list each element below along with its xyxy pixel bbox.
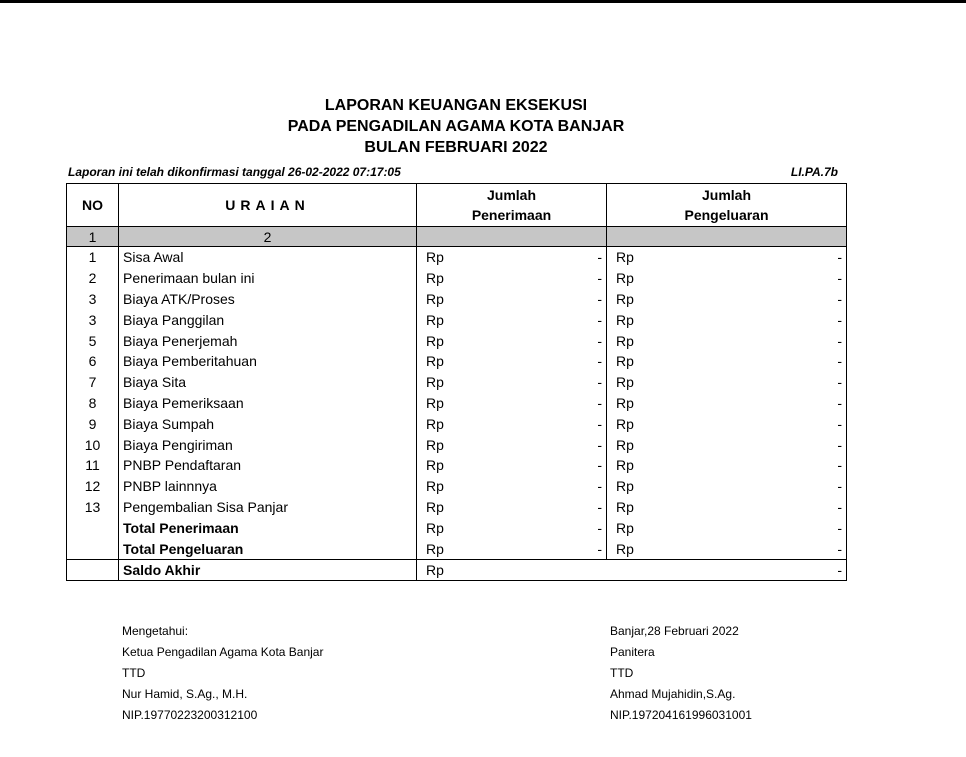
amount-value: - (597, 394, 602, 411)
currency-label: Rp (616, 394, 634, 411)
row-number: 2 (67, 268, 119, 289)
total-row (67, 517, 847, 538)
currency-label: Rp (616, 270, 634, 287)
pengeluaran-cell (607, 413, 847, 434)
pengeluaran-cell (607, 289, 847, 310)
table-row (67, 330, 847, 351)
table-row (67, 372, 847, 393)
currency-label: Rp (616, 353, 634, 370)
row-label: Biaya ATK/Proses (119, 289, 417, 310)
signature-right (610, 621, 752, 726)
amount-value: - (837, 374, 842, 391)
sig-right-nip: NIP.197204161996031001 (610, 708, 752, 722)
signature-left (122, 621, 323, 726)
penerimaan-cell (417, 372, 607, 393)
header-uraian: URAIAN (119, 184, 417, 227)
sig-left-line3: TTD (122, 666, 146, 680)
amount-value: - (597, 478, 602, 495)
header-no: NO (67, 184, 119, 227)
index-col-3 (417, 227, 607, 247)
currency-label: Rp (616, 478, 634, 495)
row-number: 6 (67, 351, 119, 372)
pengeluaran-cell (607, 393, 847, 414)
title-line-1: LAPORAN KEUANGAN EKSEKUSI (324, 97, 588, 114)
row-number (67, 538, 119, 559)
penerimaan-cell (417, 538, 607, 559)
header-pengeluaran-line1: Jumlah (701, 187, 751, 203)
pengeluaran-cell (607, 247, 847, 268)
saldo-amount: - (837, 561, 842, 578)
amount-value: - (837, 270, 842, 287)
index-col-2: 2 (119, 227, 417, 247)
amount-value: - (597, 436, 602, 453)
row-number: 3 (67, 309, 119, 330)
sig-left-nip: NIP.19770223200312100 (122, 708, 258, 722)
currency-label: Rp (616, 457, 634, 474)
table-row (67, 247, 847, 268)
pengeluaran-cell (607, 538, 847, 559)
row-number: 1 (67, 247, 119, 268)
pengeluaran-cell (607, 330, 847, 351)
column-index-row (67, 227, 847, 247)
pengeluaran-cell (607, 497, 847, 518)
currency-label: Rp (426, 415, 444, 432)
report-title (66, 95, 846, 158)
currency-label: Rp (616, 290, 634, 307)
amount-value: - (837, 540, 842, 557)
currency-label: Rp (426, 374, 444, 391)
header-penerimaan (417, 184, 607, 227)
amount-value: - (837, 436, 842, 453)
amount-value: - (837, 249, 842, 266)
penerimaan-cell (417, 455, 607, 476)
table-row (67, 497, 847, 518)
table-row (67, 455, 847, 476)
pengeluaran-cell (607, 309, 847, 330)
amount-value: - (837, 353, 842, 370)
penerimaan-cell (417, 413, 607, 434)
saldo-value (417, 559, 847, 580)
amount-value: - (597, 249, 602, 266)
amount-value: - (597, 270, 602, 287)
penerimaan-cell (417, 247, 607, 268)
currency-label: Rp (426, 332, 444, 349)
header-penerimaan-line1: Jumlah (486, 187, 536, 203)
row-number: 11 (67, 455, 119, 476)
row-number: 13 (67, 497, 119, 518)
amount-value: - (597, 540, 602, 557)
saldo-currency: Rp (426, 561, 444, 578)
table-row (67, 413, 847, 434)
amount-value: - (837, 498, 842, 515)
table-row (67, 434, 847, 455)
row-label: PNBP lainnnya (119, 476, 417, 497)
table-row (67, 268, 847, 289)
penerimaan-cell (417, 497, 607, 518)
row-label: Penerimaan bulan ini (119, 268, 417, 289)
row-label: Pengembalian Sisa Panjar (119, 497, 417, 518)
index-col-1: 1 (67, 227, 119, 247)
currency-label: Rp (616, 415, 634, 432)
sig-right-name: Ahmad Mujahidin,S.Ag. (610, 687, 736, 701)
index-col-4 (607, 227, 847, 247)
amount-value: - (837, 394, 842, 411)
row-label: Biaya Penerjemah (119, 330, 417, 351)
row-label: Total Penerimaan (119, 517, 417, 538)
currency-label: Rp (426, 498, 444, 515)
penerimaan-cell (417, 351, 607, 372)
sig-right-line1: Banjar,28 Februari 2022 (610, 624, 739, 638)
row-number: 3 (67, 289, 119, 310)
penerimaan-cell (417, 309, 607, 330)
currency-label: Rp (616, 498, 634, 515)
currency-label: Rp (426, 394, 444, 411)
finance-table (66, 183, 847, 581)
table-header-row (67, 184, 847, 227)
amount-value: - (597, 498, 602, 515)
currency-label: Rp (616, 519, 634, 536)
row-number (67, 517, 119, 538)
currency-label: Rp (616, 332, 634, 349)
currency-label: Rp (426, 457, 444, 474)
row-label: Biaya Pemberitahuan (119, 351, 417, 372)
row-label: Biaya Pengiriman (119, 434, 417, 455)
amount-value: - (837, 311, 842, 328)
currency-label: Rp (426, 311, 444, 328)
pengeluaran-cell (607, 455, 847, 476)
currency-label: Rp (616, 436, 634, 453)
currency-label: Rp (426, 519, 444, 536)
amount-value: - (597, 353, 602, 370)
table-row (67, 289, 847, 310)
saldo-no (67, 559, 119, 580)
currency-label: Rp (426, 249, 444, 266)
title-line-3: BULAN FEBRUARI 2022 (364, 139, 548, 156)
row-label: Sisa Awal (119, 247, 417, 268)
table-row (67, 393, 847, 414)
currency-label: Rp (426, 290, 444, 307)
currency-label: Rp (616, 249, 634, 266)
currency-label: Rp (426, 540, 444, 557)
amount-value: - (837, 415, 842, 432)
sig-left-line1: Mengetahui: (122, 624, 189, 638)
amount-value: - (597, 311, 602, 328)
amount-value: - (597, 457, 602, 474)
pengeluaran-cell (607, 476, 847, 497)
row-label: Biaya Sumpah (119, 413, 417, 434)
currency-label: Rp (616, 374, 634, 391)
title-line-2: PADA PENGADILAN AGAMA KOTA BANJAR (287, 118, 625, 135)
penerimaan-cell (417, 289, 607, 310)
sig-left-name: Nur Hamid, S.Ag., M.H. (122, 687, 248, 701)
confirmation-note: Laporan ini telah dikonfirmasi tanggal 26-02-2022 07:17:05 (68, 165, 401, 179)
sig-right-line2: Panitera (610, 645, 655, 659)
pengeluaran-cell (607, 372, 847, 393)
penerimaan-cell (417, 517, 607, 538)
amount-value: - (597, 519, 602, 536)
amount-value: - (837, 519, 842, 536)
penerimaan-cell (417, 393, 607, 414)
amount-value: - (837, 457, 842, 474)
currency-label: Rp (426, 353, 444, 370)
row-label: Biaya Panggilan (119, 309, 417, 330)
pengeluaran-cell (607, 268, 847, 289)
penerimaan-cell (417, 476, 607, 497)
header-pengeluaran-line2: Pengeluaran (684, 207, 769, 223)
sig-right-line3: TTD (610, 666, 634, 680)
saldo-row (67, 559, 847, 580)
amount-value: - (597, 290, 602, 307)
currency-label: Rp (426, 478, 444, 495)
row-label: Biaya Sita (119, 372, 417, 393)
currency-label: Rp (616, 311, 634, 328)
row-number: 10 (67, 434, 119, 455)
amount-value: - (837, 332, 842, 349)
row-label: PNBP Pendaftaran (119, 455, 417, 476)
total-row (67, 538, 847, 559)
sig-left-line2: Ketua Pengadilan Agama Kota Banjar (122, 645, 324, 659)
row-number: 8 (67, 393, 119, 414)
row-number: 7 (67, 372, 119, 393)
penerimaan-cell (417, 434, 607, 455)
table-row (67, 309, 847, 330)
amount-value: - (837, 290, 842, 307)
row-number: 5 (67, 330, 119, 351)
currency-label: Rp (616, 540, 634, 557)
top-border-line (0, 0, 966, 3)
table-row (67, 351, 847, 372)
form-code: LI.PA.7b (790, 165, 838, 179)
pengeluaran-cell (607, 351, 847, 372)
pengeluaran-cell (607, 517, 847, 538)
header-penerimaan-line2: Penerimaan (471, 207, 552, 223)
header-pengeluaran (607, 184, 847, 227)
amount-value: - (597, 374, 602, 391)
penerimaan-cell (417, 268, 607, 289)
saldo-label: Saldo Akhir (119, 559, 417, 580)
row-number: 9 (67, 413, 119, 434)
pengeluaran-cell (607, 434, 847, 455)
table-row (67, 476, 847, 497)
amount-value: - (597, 332, 602, 349)
penerimaan-cell (417, 330, 607, 351)
amount-value: - (837, 478, 842, 495)
row-label: Total Pengeluaran (119, 538, 417, 559)
amount-value: - (597, 415, 602, 432)
currency-label: Rp (426, 436, 444, 453)
currency-label: Rp (426, 270, 444, 287)
row-number: 12 (67, 476, 119, 497)
row-label: Biaya Pemeriksaan (119, 393, 417, 414)
